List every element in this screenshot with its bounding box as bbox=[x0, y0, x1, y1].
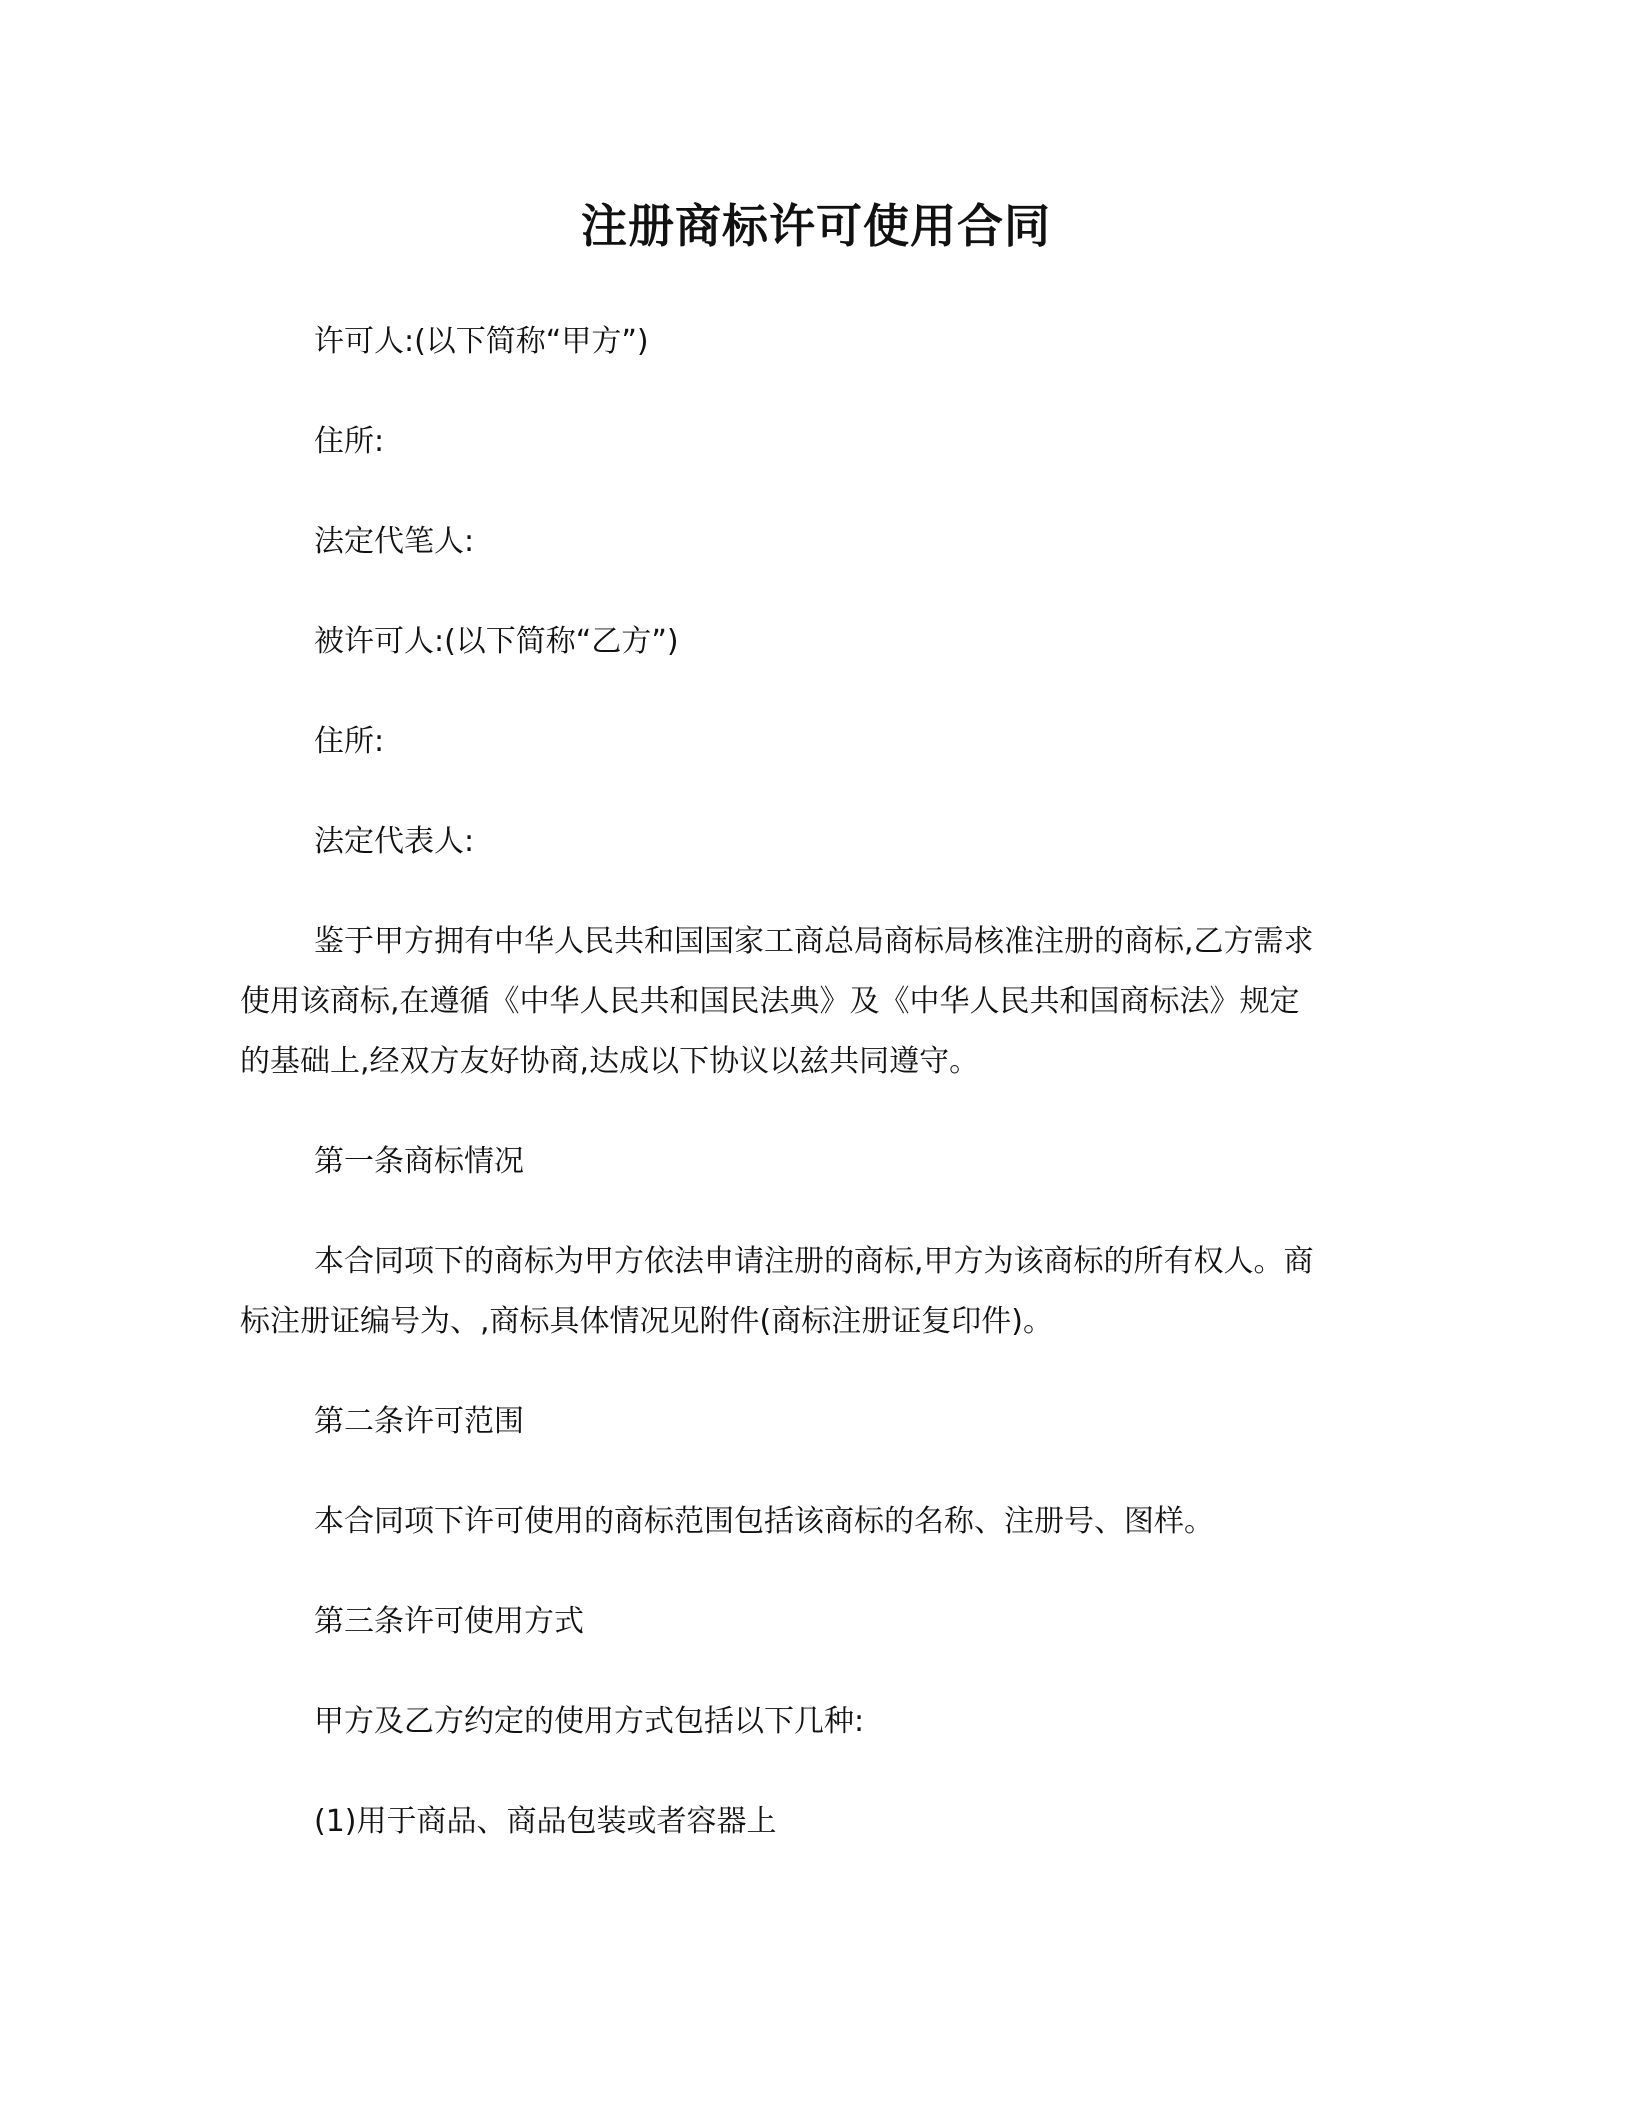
article-1-heading: 第一条商标情况 bbox=[314, 1144, 524, 1179]
licensor-address-line: 住所: bbox=[314, 424, 385, 459]
article-3-item-1: (1)用于商品、商品包装或者容器上 bbox=[314, 1804, 777, 1839]
article-3-heading: 第三条许可使用方式 bbox=[314, 1604, 584, 1639]
article-2-heading: 第二条许可范围 bbox=[314, 1404, 524, 1439]
article-2-line-1: 本合同项下许可使用的商标范围包括该商标的名称、注册号、图样。 bbox=[314, 1504, 1214, 1539]
licensor-line: 许可人:(以下简称“甲方”) bbox=[314, 324, 649, 359]
licensee-line: 被许可人:(以下简称“乙方”) bbox=[314, 624, 679, 659]
licensee-representative-line: 法定代表人: bbox=[314, 824, 475, 859]
preamble-line-2: 使用该商标,在遵循《中华人民共和国民法典》及《中华人民共和国商标法》规定 bbox=[240, 984, 1300, 1019]
article-1-line-1: 本合同项下的商标为甲方依法申请注册的商标,甲方为该商标的所有权人。商 bbox=[314, 1244, 1314, 1279]
article-1-line-2: 标注册证编号为、,商标具体情况见附件(商标注册证复印件)。 bbox=[240, 1304, 1053, 1339]
preamble-line-3: 的基础上,经双方友好协商,达成以下协议以兹共同遵守。 bbox=[240, 1044, 980, 1079]
preamble-line-1: 鉴于甲方拥有中华人民共和国国家工商总局商标局核准注册的商标,乙方需求 bbox=[314, 924, 1314, 959]
document-title: 注册商标许可使用合同 bbox=[581, 199, 1051, 253]
licensor-representative-line: 法定代笔人: bbox=[314, 524, 475, 559]
article-3-line-1: 甲方及乙方约定的使用方式包括以下几种: bbox=[314, 1704, 865, 1739]
licensee-address-line: 住所: bbox=[314, 724, 385, 759]
